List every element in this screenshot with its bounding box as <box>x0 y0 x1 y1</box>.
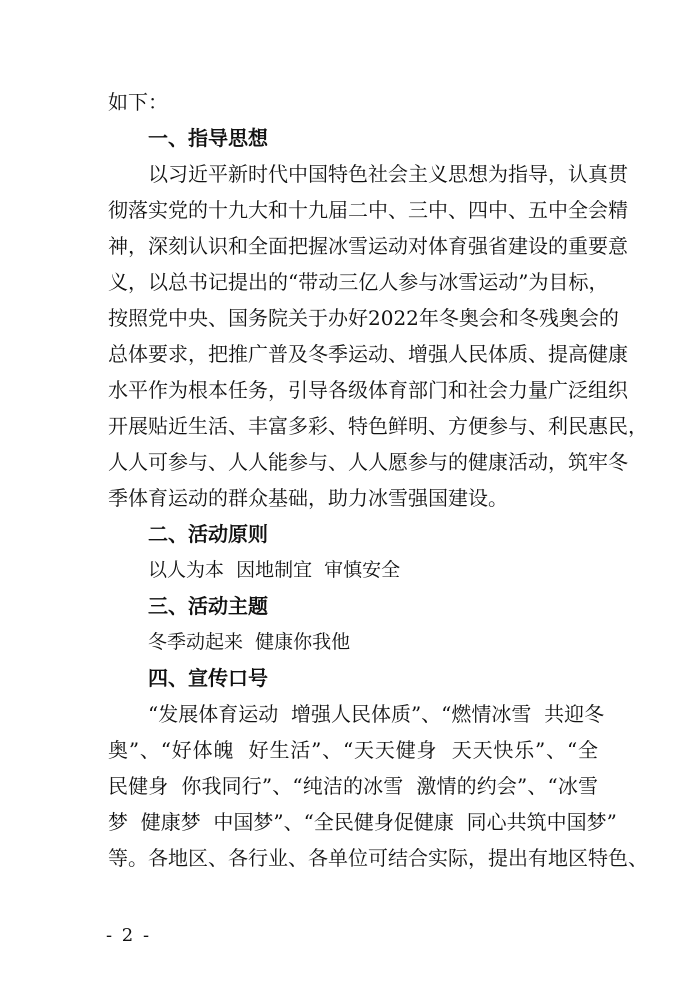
slogan-line: 民健身 你我同行”、“纯洁的冰雪 激情的约会”、“冰雪 <box>108 774 598 798</box>
paragraph-line: 总体要求，把推广普及冬季运动、增强人民体质、提高健康 <box>108 342 628 366</box>
section-heading-activity-principles: 二、活动原则 <box>148 522 268 546</box>
section-heading-guiding-ideology: 一、指导思想 <box>148 126 268 150</box>
slogan-line: 梦 健康梦 中国梦”、“全民健身促健康 同心共筑中国梦” <box>108 810 617 834</box>
paragraph-line: 以习近平新时代中国特色社会主义思想为指导，认真贯 <box>148 162 628 186</box>
section-heading-activity-theme: 三、活动主题 <box>148 594 268 618</box>
paragraph-line: 开展贴近生活、丰富多彩、特色鲜明、方便参与、利民惠民， <box>108 414 648 438</box>
activity-principles-text: 以人为本 因地制宜 审慎安全 <box>148 559 401 581</box>
section-heading-slogans: 四、宣传口号 <box>148 666 268 690</box>
paragraph-line: 彻落实党的十九大和十九届二中、三中、四中、五中全会精 <box>108 198 628 222</box>
paragraph-line: 义，以总书记提出的“带动三亿人参与冰雪运动”为目标， <box>108 270 609 294</box>
paragraph-line: 人人可参与、人人能参与、人人愿参与的健康活动，筑牢冬 <box>108 450 628 474</box>
paragraph-line: 神，深刻认识和全面把握冰雪运动对体育强省建设的重要意 <box>108 234 628 258</box>
paragraph-line: 水平作为根本任务，引导各级体育部门和社会力量广泛组织 <box>108 378 628 402</box>
activity-theme-text: 冬季动起来 健康你我他 <box>148 631 351 653</box>
paragraph-line: 季体育运动的群众基础，助力冰雪强国建设。 <box>108 486 508 510</box>
slogan-line: 奥”、“好体魄 好生活”、“天天健身 天天快乐”、“全 <box>108 738 598 762</box>
paragraph-line: 按照党中央、国务院关于办好2022年冬奥会和冬残奥会的 <box>108 306 619 330</box>
page-number: - 2 - <box>106 925 152 946</box>
lead-in-text: 如下： <box>108 90 168 114</box>
slogan-line: 等。各地区、各行业、各单位可结合实际，提出有地区特色、 <box>108 846 648 870</box>
slogan-line: “发展体育运动 增强人民体质”、“燃情冰雪 共迎冬 <box>148 702 605 726</box>
